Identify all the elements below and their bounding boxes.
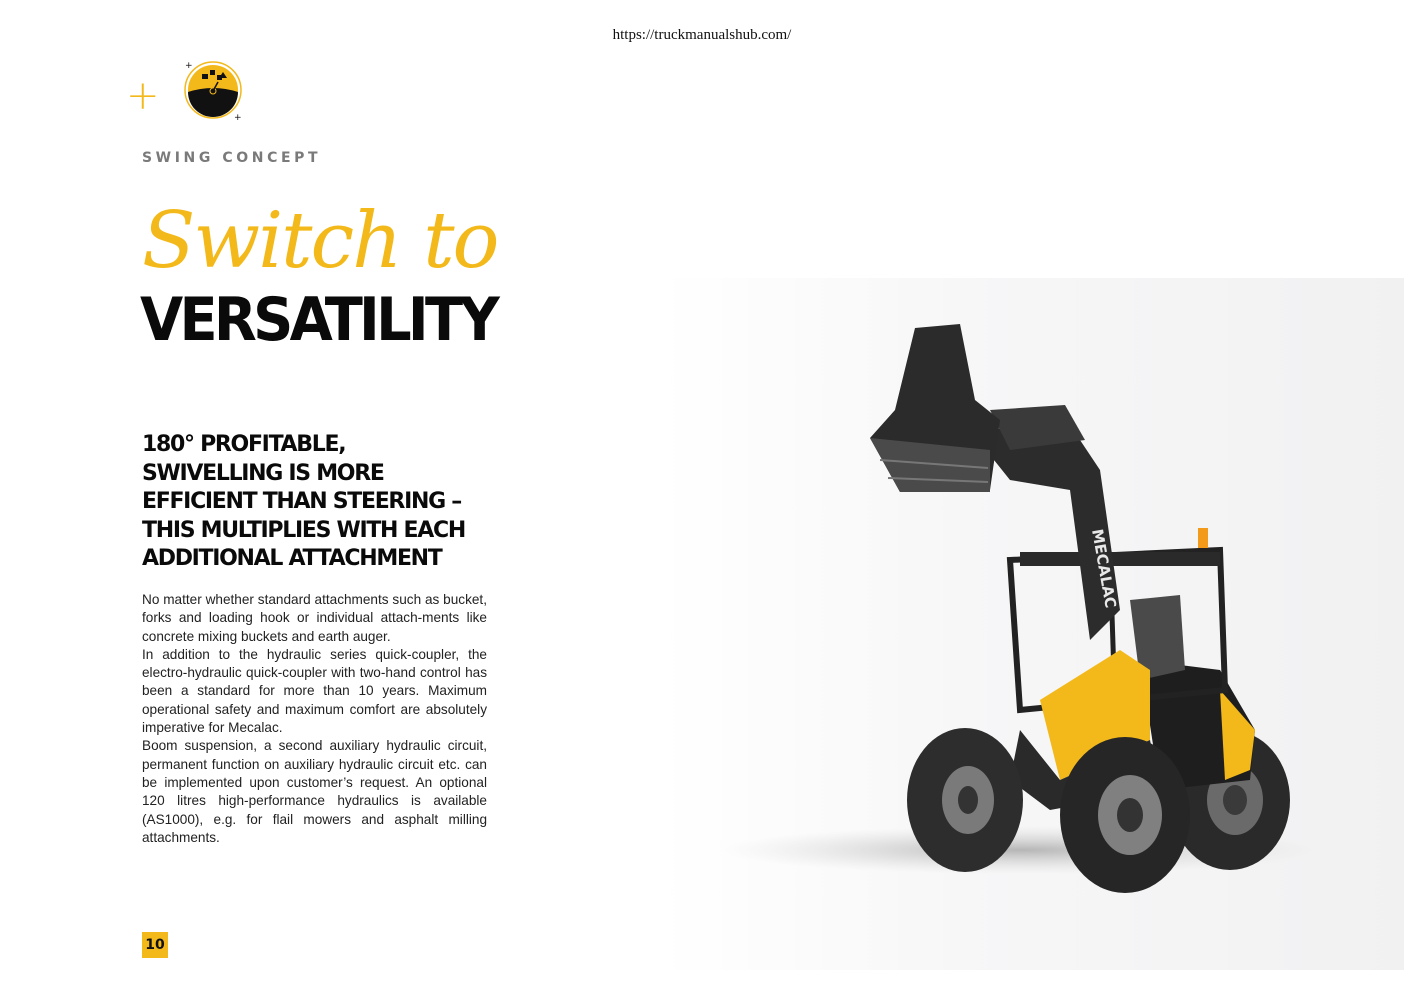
- body-paragraph: Boom suspension, a second auxiliary hydraulic circuit, permanent function on auxiliary hydraulic circuit etc. can be implemented upon customer’s request. An optional 120 litres high-performance hydraulics is available (AS1000), e.g. for flail mowers and asphalt milling attachments.: [142, 738, 487, 845]
- swing-concept-logo-icon: [176, 58, 248, 122]
- script-title: Switch to: [142, 196, 498, 286]
- bucket: [870, 324, 1000, 492]
- svg-text:+: +: [234, 113, 242, 122]
- body-paragraph: No matter whether standard attachments such as bucket, forks and loading hook or individual attach-ments like concrete mixing buckets and earth auger.: [142, 592, 487, 644]
- source-url: https://truckmanualshub.com/: [612, 27, 792, 43]
- body-paragraph: In addition to the hydraulic series quick-coupler, the electro-hydraulic quick-coupler with two-hand control has been a standard for more than 10 years. Maximum operational safety and maximum comfort are absolutely imperative for Mecalac.: [142, 646, 487, 736]
- headline-line: ADDITIONAL ATTACHMENT: [142, 546, 442, 571]
- main-title: VERSATILITY: [140, 285, 497, 355]
- headline-line: THIS MULTIPLIES WITH EACH: [142, 517, 465, 543]
- headline-line: 180° PROFITABLE,: [142, 432, 346, 457]
- page-number: 10: [142, 932, 168, 958]
- plus-icon: +: [126, 73, 160, 119]
- section-label: SWING CONCEPT: [142, 150, 322, 166]
- headline-line: EFFICIENT THAN STEERING –: [142, 489, 461, 514]
- front-left-wheel: [907, 728, 1023, 872]
- headline: [142, 431, 502, 574]
- svg-text:+: +: [185, 61, 193, 71]
- wheel-loader-image: [720, 310, 1340, 910]
- boom-brand-text: MECALAC: [1088, 527, 1120, 610]
- headline-line: SWIVELLING IS MORE: [142, 460, 384, 486]
- front-right-wheel: [1060, 737, 1190, 893]
- body-text: [142, 591, 487, 847]
